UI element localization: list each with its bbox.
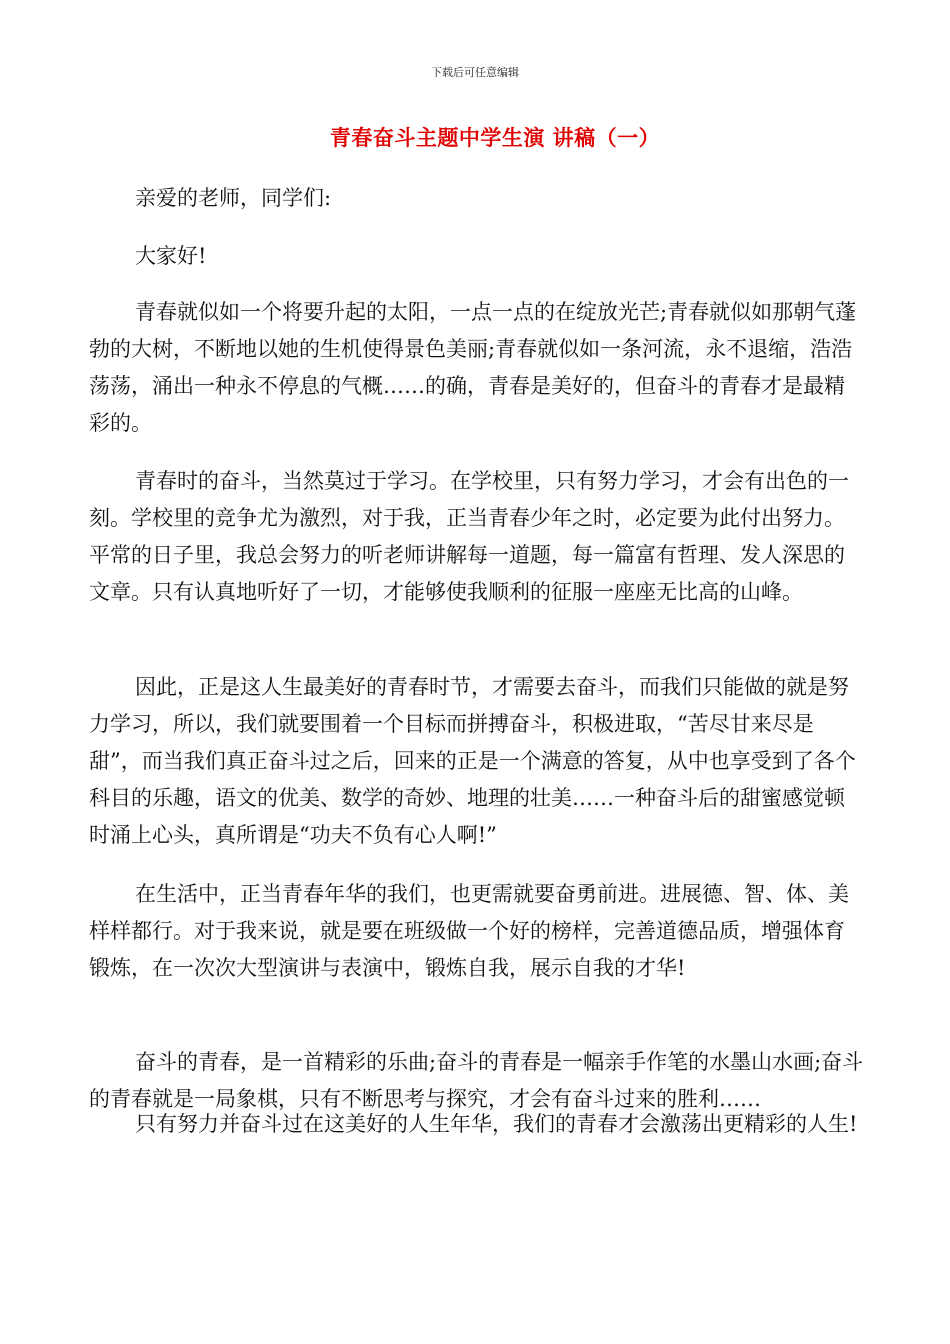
body-text bbox=[89, 238, 864, 275]
body-text bbox=[89, 876, 864, 987]
paragraph-music: 奋斗的青春，是一首精彩的乐曲;奋斗的青春是一幅亲手作笔的水墨山水画;奋斗的青春就是一局象棋，只有不断思考与探究，才会有奋斗过来的胜利…… bbox=[89, 1050, 864, 1111]
greeting-paragraph: 亲爱的老师，同学们: bbox=[135, 186, 332, 210]
document-title: 青春奋斗主题中学生演 讲稿（一） bbox=[329, 125, 661, 150]
paragraph-youth-sun: 青春就似如一个将要升起的太阳，一点一点的在绽放光芒;青春就似如那朝气蓬勃的大树，不断地以她的生机使得景色美丽;青春就似如一条河流，永不退缩，浩浩荡荡，涌出一种永不停息的气概……的确，青春是美好的，但奋斗的青春才是最精彩的。 bbox=[89, 300, 857, 435]
body-text bbox=[89, 669, 864, 854]
hello-paragraph: 大家好! bbox=[135, 244, 207, 268]
body-text bbox=[89, 463, 864, 611]
body-text bbox=[89, 294, 864, 442]
header-note: 下载后可任意编辑 bbox=[431, 66, 519, 79]
paragraph-life: 在生活中，正当青春年华的我们，也更需就要奋勇前进。进展德、智、体、美样样都行。对于我来说，就是要在班级做一个好的榜样，完善道德品质，增强体育锻炼，在一次次大型演讲与表演中，锻炼自我，展示自我的才华! bbox=[89, 882, 849, 980]
paragraph-strive: 因此，正是这人生最美好的青春时节，才需要去奋斗，而我们只能做的就是努力学习，所以，我们就要围着一个目标而拼搏奋斗，积极进取，“苦尽甘来尽是甜”，而当我们真正奋斗过之后，回来的正是一个满意的答复，从中也享受到了各个科目的乐趣，语文的优美、数学的奇妙、地理的壮美……一种奋斗后的甜蜜感觉顿时涌上心头，真所谓是“功夫不负有心人啊!” bbox=[89, 675, 856, 847]
body-text bbox=[89, 1106, 864, 1143]
paragraph-conclusion: 只有努力并奋斗过在这美好的人生年华，我们的青春才会激荡出更精彩的人生! bbox=[135, 1112, 858, 1136]
paragraph-study: 青春时的奋斗，当然莫过于学习。在学校里，只有努力学习，才会有出色的一刻。学校里的竞争尤为激烈，对于我，正当青春少年之时，必定要为此付出努力。平常的日子里，我总会努力的听老师讲解每一道题，每一篇富有哲理、发人深思的文章。只有认真地听好了一切，才能够使我顺利的征服一座座无比高的山峰。 bbox=[89, 469, 849, 604]
body-text bbox=[89, 180, 864, 217]
